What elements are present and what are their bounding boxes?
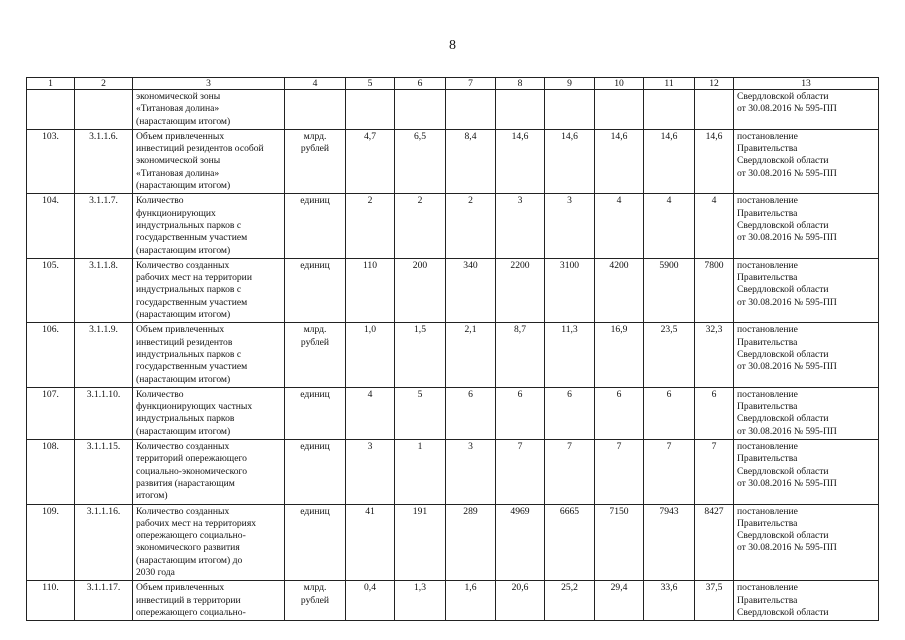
value-cell: 11,3 bbox=[545, 323, 595, 387]
value-cell: 6 bbox=[545, 387, 595, 439]
value-cell: 1,3 bbox=[395, 581, 446, 621]
table-row bbox=[27, 504, 879, 581]
value-cell bbox=[395, 90, 446, 130]
unit-cell bbox=[285, 90, 346, 130]
header-cell: 5 bbox=[346, 78, 395, 90]
value-cell: 7 bbox=[595, 440, 644, 504]
header-row bbox=[27, 78, 879, 90]
header-cell: 9 bbox=[545, 78, 595, 90]
value-cell: 1,0 bbox=[346, 323, 395, 387]
source-cell: постановление Правительства Свердловской области от 30.08.2016 № 595-ПП bbox=[734, 504, 879, 581]
value-cell: 32,3 bbox=[695, 323, 734, 387]
indicator-code-cell: 3.1.1.17. bbox=[75, 581, 133, 621]
value-cell: 8,4 bbox=[446, 129, 496, 193]
unit-cell: единиц bbox=[285, 504, 346, 581]
indicator-code-cell: 3.1.1.15. bbox=[75, 440, 133, 504]
value-cell: 7800 bbox=[695, 258, 734, 322]
value-cell bbox=[496, 90, 545, 130]
unit-cell: единиц bbox=[285, 258, 346, 322]
value-cell: 6 bbox=[496, 387, 545, 439]
row-number-cell: 103. bbox=[27, 129, 75, 193]
unit-cell: млрд. рублей bbox=[285, 581, 346, 621]
value-cell: 7 bbox=[545, 440, 595, 504]
value-cell: 110 bbox=[346, 258, 395, 322]
value-cell: 7943 bbox=[644, 504, 695, 581]
value-cell: 4 bbox=[644, 194, 695, 258]
value-cell: 14,6 bbox=[545, 129, 595, 193]
value-cell bbox=[346, 90, 395, 130]
header-cell: 6 bbox=[395, 78, 446, 90]
value-cell: 2,1 bbox=[446, 323, 496, 387]
source-cell: постановление Правительства Свердловской области от 30.08.2016 № 595-ПП bbox=[734, 258, 879, 322]
value-cell: 4 bbox=[595, 194, 644, 258]
value-cell bbox=[644, 90, 695, 130]
source-cell: постановление Правительства Свердловской области от 30.08.2016 № 595-ПП bbox=[734, 194, 879, 258]
value-cell: 14,6 bbox=[595, 129, 644, 193]
indicator-code-cell: 3.1.1.7. bbox=[75, 194, 133, 258]
unit-cell: единиц bbox=[285, 194, 346, 258]
value-cell: 289 bbox=[446, 504, 496, 581]
header-cell: 4 bbox=[285, 78, 346, 90]
value-cell: 4 bbox=[695, 194, 734, 258]
indicator-name-cell: Количество функционирующих индустриальных парков с государственным участием (нарастающим итогом) bbox=[133, 194, 285, 258]
header-cell: 11 bbox=[644, 78, 695, 90]
row-number-cell: 109. bbox=[27, 504, 75, 581]
row-number-cell: 106. bbox=[27, 323, 75, 387]
value-cell: 37,5 bbox=[695, 581, 734, 621]
value-cell: 25,2 bbox=[545, 581, 595, 621]
value-cell: 1,6 bbox=[446, 581, 496, 621]
value-cell: 6,5 bbox=[395, 129, 446, 193]
header-cell: 8 bbox=[496, 78, 545, 90]
unit-cell: единиц bbox=[285, 440, 346, 504]
header-cell: 1 bbox=[27, 78, 75, 90]
value-cell: 23,5 bbox=[644, 323, 695, 387]
value-cell: 7 bbox=[496, 440, 545, 504]
indicator-code-cell: 3.1.1.16. bbox=[75, 504, 133, 581]
source-cell: постановление Правительства Свердловской области от 30.08.2016 № 595-ПП bbox=[734, 323, 879, 387]
page-number: 8 bbox=[449, 38, 456, 53]
value-cell: 6 bbox=[595, 387, 644, 439]
value-cell: 8427 bbox=[695, 504, 734, 581]
value-cell: 3 bbox=[545, 194, 595, 258]
value-cell: 2 bbox=[346, 194, 395, 258]
value-cell: 1 bbox=[395, 440, 446, 504]
indicator-name-cell: Количество созданных рабочих мест на территориях опережающего социально- экономического развития (нарастающим итогом) до 2030 года bbox=[133, 504, 285, 581]
indicator-code-cell: 3.1.1.6. bbox=[75, 129, 133, 193]
table-row bbox=[27, 194, 879, 258]
source-cell: постановление Правительства Свердловской области от 30.08.2016 № 595-ПП bbox=[734, 387, 879, 439]
header-cell: 7 bbox=[446, 78, 496, 90]
unit-cell: единиц bbox=[285, 387, 346, 439]
indicator-code-cell bbox=[75, 90, 133, 130]
indicator-code-cell: 3.1.1.9. bbox=[75, 323, 133, 387]
value-cell: 6 bbox=[644, 387, 695, 439]
value-cell: 191 bbox=[395, 504, 446, 581]
indicator-code-cell: 3.1.1.8. bbox=[75, 258, 133, 322]
value-cell: 41 bbox=[346, 504, 395, 581]
value-cell: 7 bbox=[644, 440, 695, 504]
value-cell: 3100 bbox=[545, 258, 595, 322]
value-cell: 3 bbox=[496, 194, 545, 258]
source-cell: постановление Правительства Свердловской области от 30.08.2016 № 595-ПП bbox=[734, 440, 879, 504]
unit-cell: млрд. рублей bbox=[285, 323, 346, 387]
indicator-name-cell: экономической зоны «Титановая долина» (нарастающим итогом) bbox=[133, 90, 285, 130]
table-row bbox=[27, 581, 879, 621]
value-cell: 7150 bbox=[595, 504, 644, 581]
indicator-name-cell: Объем привлеченных инвестиций в территории опережающего социально- bbox=[133, 581, 285, 621]
indicator-name-cell: Количество созданных территорий опережающего социально-экономического развития (нарастающим итогом) bbox=[133, 440, 285, 504]
value-cell: 33,6 bbox=[644, 581, 695, 621]
value-cell: 4,7 bbox=[346, 129, 395, 193]
value-cell: 7 bbox=[695, 440, 734, 504]
indicator-name-cell: Объем привлеченных инвестиций резидентов индустриальных парков с государственным участием (нарастающим итогом) bbox=[133, 323, 285, 387]
unit-cell: млрд. рублей bbox=[285, 129, 346, 193]
value-cell: 2200 bbox=[496, 258, 545, 322]
table-row bbox=[27, 323, 879, 387]
value-cell: 4969 bbox=[496, 504, 545, 581]
table-row bbox=[27, 387, 879, 439]
source-cell: Свердловской области от 30.08.2016 № 595-ПП bbox=[734, 90, 879, 130]
value-cell: 14,6 bbox=[496, 129, 545, 193]
table-row bbox=[27, 258, 879, 322]
value-cell bbox=[446, 90, 496, 130]
value-cell: 8,7 bbox=[496, 323, 545, 387]
row-number-cell: 105. bbox=[27, 258, 75, 322]
value-cell: 200 bbox=[395, 258, 446, 322]
indicator-code-cell: 3.1.1.10. bbox=[75, 387, 133, 439]
row-number-cell: 108. bbox=[27, 440, 75, 504]
row-number-cell: 110. bbox=[27, 581, 75, 621]
value-cell: 4200 bbox=[595, 258, 644, 322]
header-cell: 12 bbox=[695, 78, 734, 90]
value-cell: 5900 bbox=[644, 258, 695, 322]
value-cell: 3 bbox=[346, 440, 395, 504]
value-cell: 2 bbox=[395, 194, 446, 258]
indicator-name-cell: Объем привлеченных инвестиций резидентов особой экономической зоны «Титановая долина» (нарастающим итогом) bbox=[133, 129, 285, 193]
row-number-cell: 107. bbox=[27, 387, 75, 439]
value-cell: 6 bbox=[695, 387, 734, 439]
value-cell bbox=[695, 90, 734, 130]
value-cell: 14,6 bbox=[644, 129, 695, 193]
row-number-cell: 104. bbox=[27, 194, 75, 258]
value-cell bbox=[545, 90, 595, 130]
value-cell: 340 bbox=[446, 258, 496, 322]
row-number-cell bbox=[27, 90, 75, 130]
value-cell: 4 bbox=[346, 387, 395, 439]
value-cell bbox=[595, 90, 644, 130]
header-cell: 2 bbox=[75, 78, 133, 90]
value-cell: 1,5 bbox=[395, 323, 446, 387]
value-cell: 14,6 bbox=[695, 129, 734, 193]
indicators-table bbox=[26, 77, 879, 621]
indicator-name-cell: Количество созданных рабочих мест на территории индустриальных парков с государственным участием (нарастающим итогом) bbox=[133, 258, 285, 322]
table-row bbox=[27, 440, 879, 504]
value-cell: 16,9 bbox=[595, 323, 644, 387]
source-cell: постановление Правительства Свердловской области от 30.08.2016 № 595-ПП bbox=[734, 129, 879, 193]
table-row bbox=[27, 90, 879, 130]
value-cell: 0,4 bbox=[346, 581, 395, 621]
header-cell: 3 bbox=[133, 78, 285, 90]
value-cell: 20,6 bbox=[496, 581, 545, 621]
value-cell: 5 bbox=[395, 387, 446, 439]
header-cell: 10 bbox=[595, 78, 644, 90]
header-cell: 13 bbox=[734, 78, 879, 90]
table-row bbox=[27, 129, 879, 193]
value-cell: 29,4 bbox=[595, 581, 644, 621]
value-cell: 3 bbox=[446, 440, 496, 504]
value-cell: 2 bbox=[446, 194, 496, 258]
indicator-name-cell: Количество функционирующих частных индустриальных парков (нарастающим итогом) bbox=[133, 387, 285, 439]
value-cell: 6665 bbox=[545, 504, 595, 581]
value-cell: 6 bbox=[446, 387, 496, 439]
source-cell: постановление Правительства Свердловской области bbox=[734, 581, 879, 621]
